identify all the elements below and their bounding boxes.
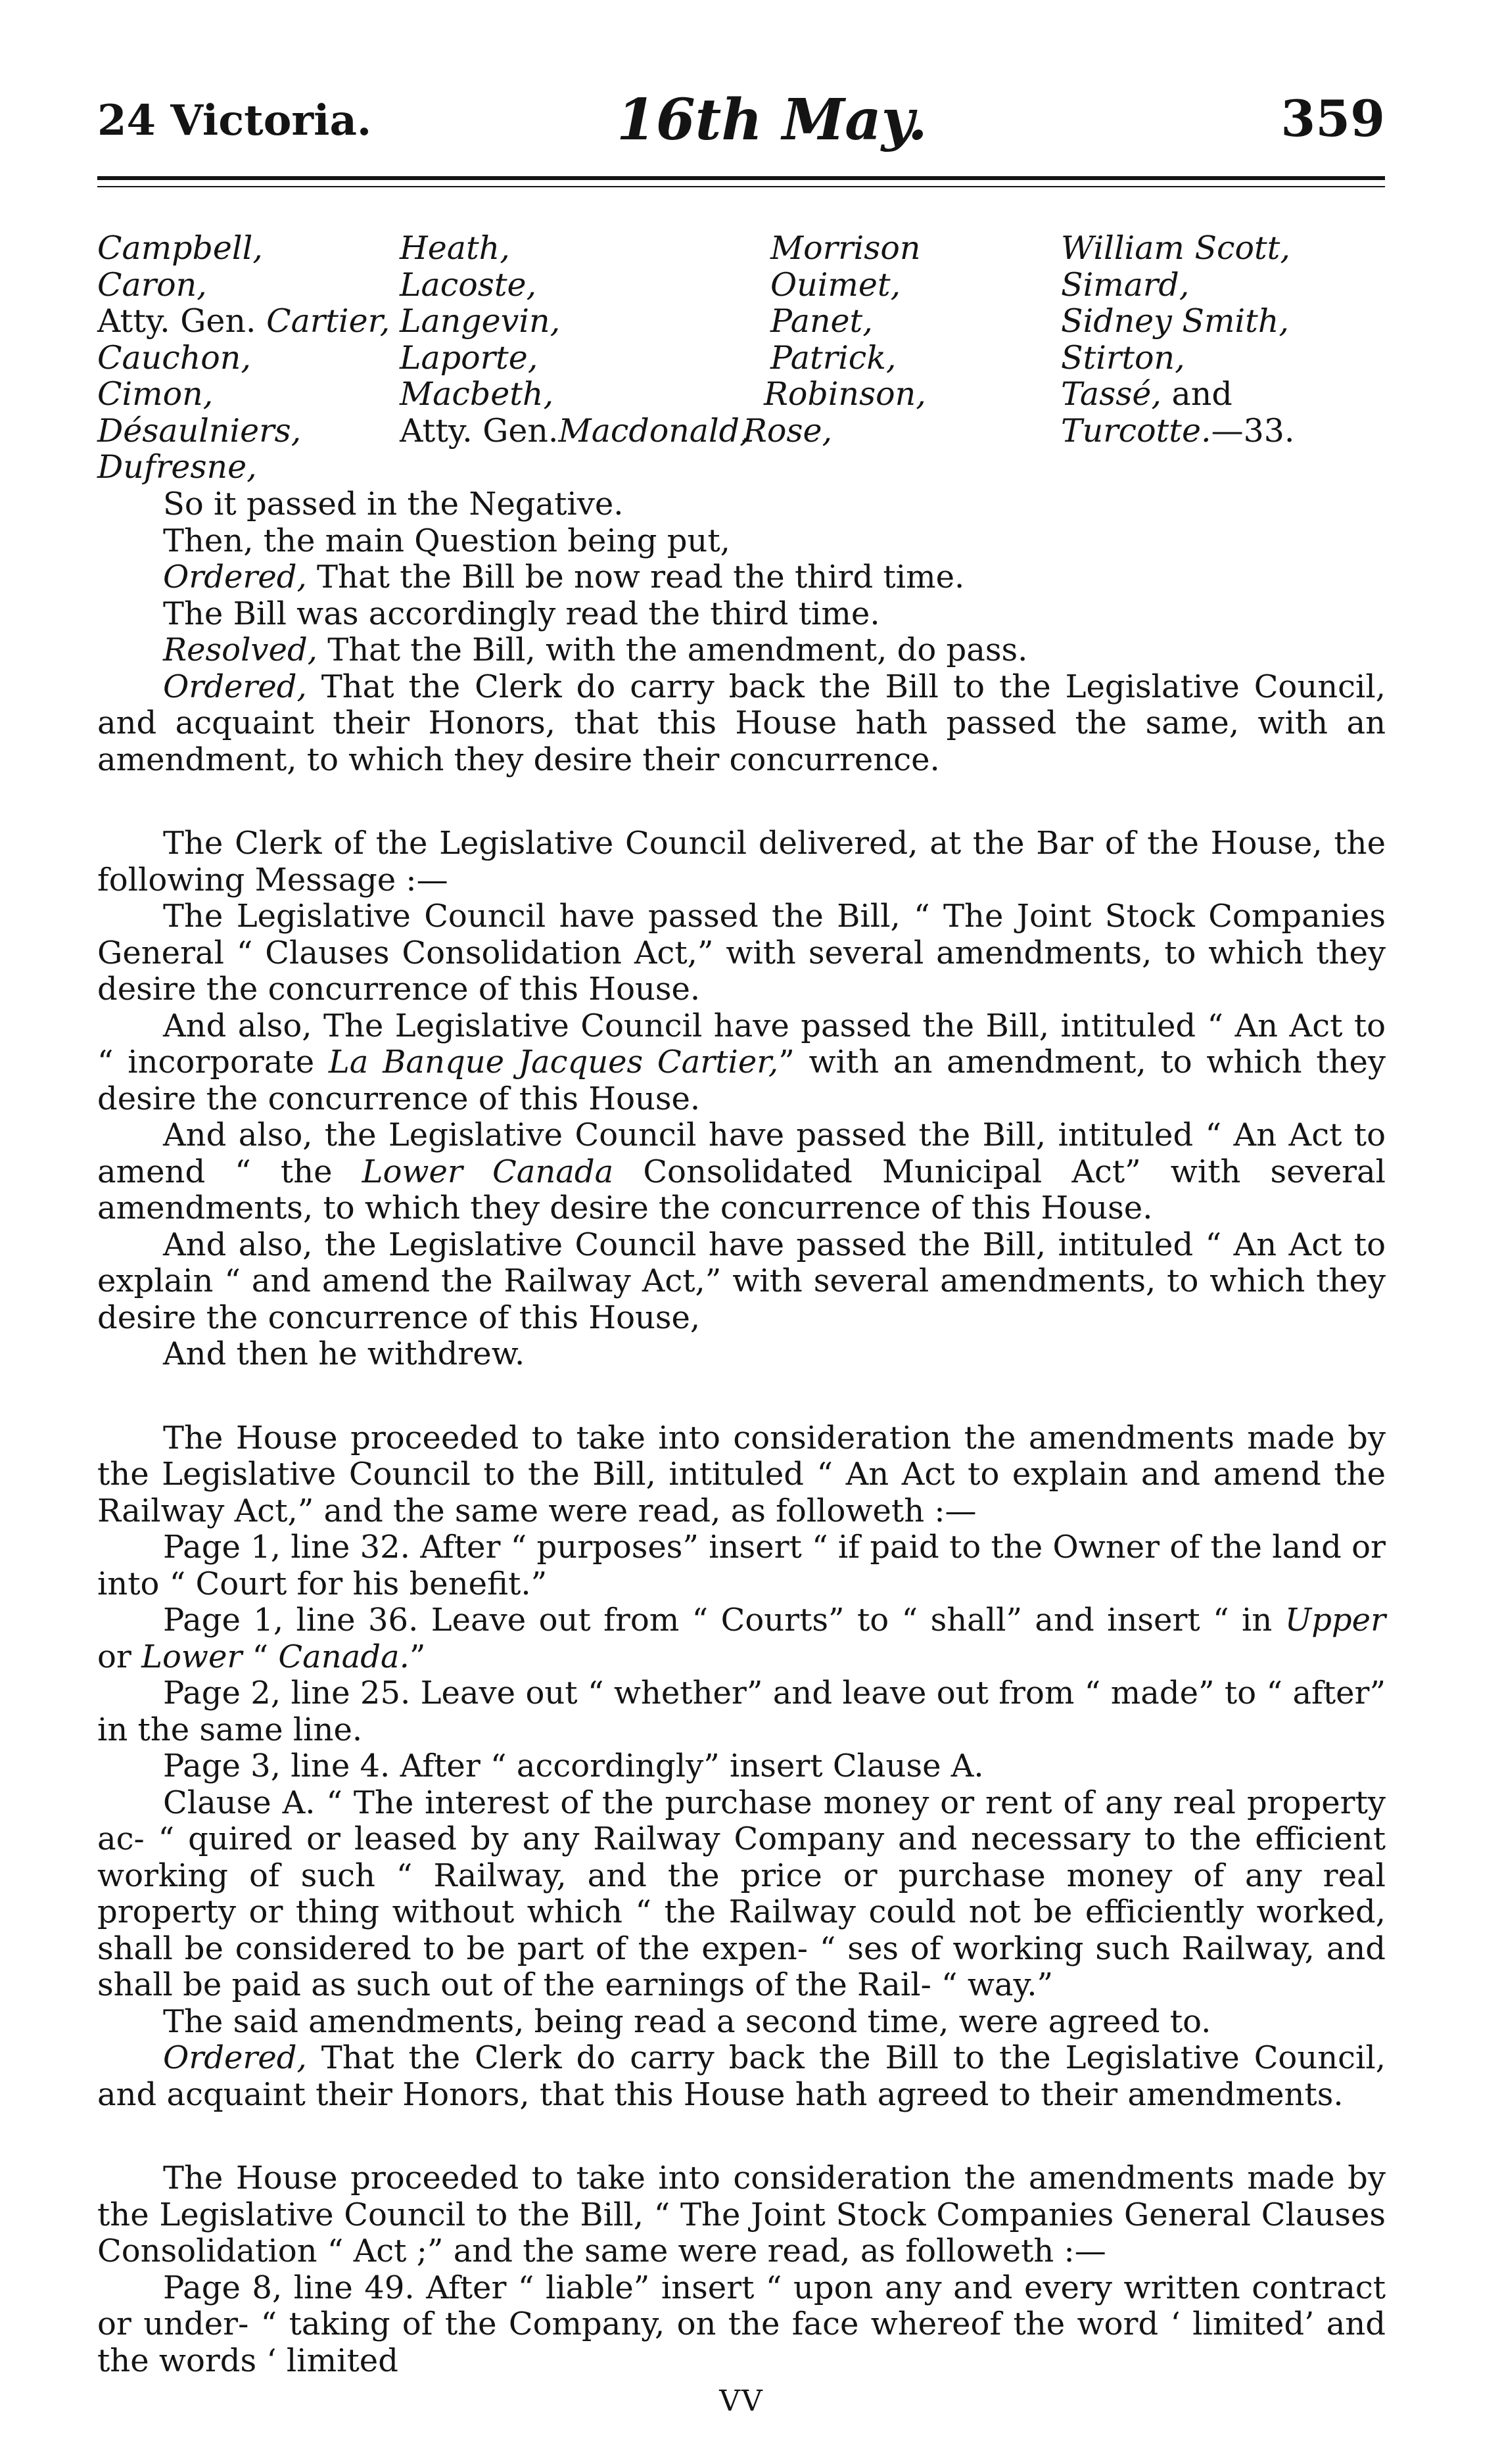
- paragraph: Page 2, line 25. Leave out “ whether” and leave out from “ made” to “ after” in the same line.: [97, 1675, 1386, 1748]
- paragraph: Resolved, That the Bill, with the amendment, do pass.: [163, 632, 1028, 668]
- member-name: Laporte,: [400, 338, 538, 377]
- member-name: Campbell,: [97, 229, 263, 267]
- member-name: Atty. Gen. Cartier,: [97, 302, 390, 340]
- header-rule-thick: [97, 176, 1385, 180]
- member-name: Macbeth,: [400, 375, 554, 413]
- member-name: Simard,: [1061, 266, 1190, 304]
- paragraph: And also, the Legislative Council have passed the Bill, intituled “ An Act to explain “ and amend the Railway Act,” with several amendments, to which they desire the concurrence of this House,: [97, 1226, 1386, 1336]
- paragraph: And also, the Legislative Council have passed the Bill, intituled “ An Act to amend “ the Lower Canada Consolidated Municipal Act” with several amendments, to which they desire the concurrence of this House.: [97, 1117, 1386, 1226]
- signature-mark: VV: [719, 2384, 764, 2418]
- paragraph: Ordered, That the Clerk do carry back the Bill to the Legislative Council, and acquaint their Honors, that this House hath agreed to their amendments.: [97, 2039, 1386, 2113]
- regnal-year: 24 Victoria.: [97, 96, 372, 145]
- member-name: Robinson,: [764, 375, 926, 413]
- paragraph-gap: [97, 778, 1386, 825]
- names-column-1: [97, 230, 390, 486]
- member-name: Turcotte.—33.: [1061, 411, 1295, 450]
- member-name: Tassé, and: [1061, 375, 1232, 413]
- member-name: Atty. Gen.Macdonald,: [400, 411, 750, 450]
- member-name: Cimon,: [97, 375, 214, 413]
- paragraph: Ordered, That the Clerk do carry back the Bill to the Legislative Council, and acquaint their Honors, that this House hath passed the same, with an amendment, to which they desire their concurrence.: [97, 668, 1386, 778]
- member-name: Heath,: [400, 229, 510, 267]
- header-rule-thin: [97, 186, 1385, 187]
- member-name: Caron,: [97, 266, 207, 304]
- paragraph-gap: [97, 1373, 1386, 1420]
- paragraph: The Bill was accordingly read the third time.: [163, 595, 880, 632]
- paragraph: And also, The Legislative Council have passed the Bill, intituled “ An Act to “ incorporate La Banque Jacques Cartier,” with an amendment, to which they desire the concurrence of this House.: [97, 1007, 1386, 1117]
- paragraph: The Clerk of the Legislative Council delivered, at the Bar of the House, the following Message :—: [97, 825, 1386, 898]
- member-name: Langevin,: [400, 302, 561, 340]
- paragraph: Page 1, line 32. After “ purposes” insert “ if paid to the Owner of the land or into “ Court for his benefit.”: [97, 1529, 1386, 1602]
- paragraph: So it passed in the Negative.: [163, 486, 624, 523]
- member-name: Dufresne,: [97, 448, 257, 486]
- member-name: Ouimet,: [770, 266, 901, 304]
- member-name: Cauchon,: [97, 338, 251, 377]
- member-name: William Scott,: [1061, 229, 1290, 267]
- member-name: Lacoste,: [400, 266, 537, 304]
- date-heading: 16th May.: [617, 87, 927, 153]
- paragraph: The House proceeded to take into consideration the amendments made by the Legislative Council to the Bill, “ The Joint Stock Companies General Clauses Consolidation “ Act ;” and the same were read, as followeth :—: [97, 2160, 1386, 2269]
- member-name: Panet,: [770, 302, 873, 340]
- member-name: Sidney Smith,: [1061, 302, 1289, 340]
- paragraph: Page 8, line 49. After “ liable” insert “ upon any and every written contract or under- “ taking of the Company, on the face whereof the word ‘ limited’ and the words ‘ limited: [97, 2269, 1386, 2379]
- paragraph-gap: [97, 2113, 1386, 2160]
- paragraph: The Legislative Council have passed the Bill, “ The Joint Stock Companies General “ Clauses Consolidation Act,” with several amendments, to which they desire the concurrence of this House.: [97, 898, 1386, 1008]
- paragraph: The said amendments, being read a second time, were agreed to.: [163, 2003, 1211, 2040]
- paragraph: And then he withdrew.: [163, 1336, 525, 1372]
- paragraph: Clause A. “ The interest of the purchase money or rent of any real property ac- “ quired or leased by any Railway Company and necessary to the efficient working of such “ Railway, and the price or purchase money of any real property or thing without which “ the Railway could not be efficiently worked, shall be considered to be part of the expen- “ ses of working such Railway, and shall be paid as such out of the earnings of the Rail- “ way.”: [97, 1784, 1386, 2003]
- paragraph: Page 3, line 4. After “ accordingly” insert Clause A.: [163, 1748, 984, 1784]
- member-name: Désaulniers,: [97, 411, 302, 450]
- member-name: Rose,: [743, 411, 833, 450]
- paragraph: Ordered, That the Bill be now read the third time.: [163, 559, 965, 595]
- paragraph: Page 1, line 36. Leave out from “ Courts” to “ shall” and insert “ in Upper or Lower “ Canada.”: [97, 1602, 1386, 1675]
- names-column-2: [400, 230, 750, 449]
- page-header: [97, 84, 1385, 156]
- member-name: Patrick,: [770, 338, 897, 377]
- member-name: Stirton,: [1061, 338, 1185, 377]
- page-number: 359: [1280, 89, 1385, 148]
- paragraph: The House proceeded to take into consideration the amendments made by the Legislative Council to the Bill, intituled “ An Act to explain and amend the Railway Act,” and the same were read, as followeth :—: [97, 1419, 1386, 1529]
- names-column-3: [743, 230, 926, 449]
- journal-body: [97, 486, 1386, 2420]
- paragraph: Then, the main Question being put,: [163, 522, 730, 559]
- member-name: Morrison: [770, 229, 921, 267]
- names-column-4: [1061, 230, 1295, 449]
